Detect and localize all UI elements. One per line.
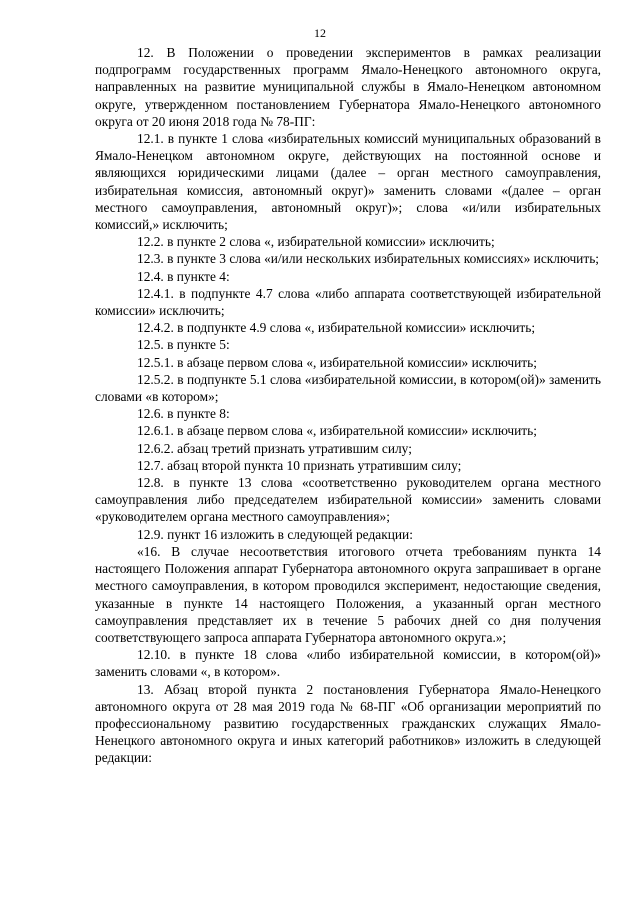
paragraph-12-6: 12.6. в пункте 8: bbox=[137, 406, 230, 422]
paragraph-12-4: 12.4. в пункте 4: bbox=[137, 268, 230, 284]
paragraph-12-5-2: 12.5.2. в подпункте 5.1 слова «избирательной комиссии, в котором(ой)» заменить словами «в котором»; bbox=[95, 371, 601, 405]
paragraph-12: 12. В Положении о проведении экспериментов в рамках реализации подпрограмм государственных программ Ямало-Ненецкого автономного округа, направленных на развитие муниципальной службы в Ямало-Ненецком автономном округе, утвержденном постановлением Губернатора Ямало-Ненецкого автономного округа от 20 июня 2018 года № 78-ПГ: bbox=[95, 45, 601, 129]
paragraph-12-8: 12.8. в пункте 13 слова «соответственно руководителем органа местного самоуправления либо председателем избирательной комиссии» заменить словами «руководителем органа местного самоуправления»; bbox=[95, 475, 601, 525]
paragraph-12-5-1: 12.5.1. в абзаце первом слова «, избирательной комиссии» исключить; bbox=[137, 354, 537, 370]
paragraph-12-6-2: 12.6.2. абзац третий признать утратившим силу; bbox=[137, 440, 412, 456]
paragraph-12-4-2: 12.4.2. в подпункте 4.9 слова «, избирательной комиссии» исключить; bbox=[137, 320, 536, 336]
paragraph-quote-16: «16. В случае несоответствия итогового отчета требованиям пункта 14 настоящего Положения аппарат Губернатора автономного округа запрашивает в органе местного самоуправления, в котором проводился эксперимент, недостающие сведения, указанные в пункте 14 настоящего Положения, а указанный орган местного самоуправления представляет их в течение 5 рабочих дней со дня получения соответствующего запроса аппарата Губернатора автономного округа.»; bbox=[95, 543, 601, 645]
paragraph-12-3: 12.3. в пункте 3 слова «и/или нескольких избирательных комиссиях» исключить; bbox=[137, 251, 600, 267]
paragraph-12-9: 12.9. пункт 16 изложить в следующей редакции: bbox=[137, 526, 413, 542]
paragraph-12-7: 12.7. абзац второй пункта 10 признать утратившим силу; bbox=[137, 457, 462, 473]
page-number: 12 bbox=[314, 26, 326, 40]
paragraph-13: 13. Абзац второй пункта 2 постановления Губернатора Ямало-Ненецкого автономного округа от 28 мая 2019 года № 68-ПГ «Об организации мероприятий по профессиональному развитию государственных гражданских служащих Ямало-Ненецкого автономного округа и иных категорий работников» изложить в следующей редакции: bbox=[95, 681, 601, 766]
paragraph-12-5: 12.5. в пункте 5: bbox=[137, 337, 230, 353]
paragraph-12-1: 12.1. в пункте 1 слова «избирательных комиссий муниципальных образований в Ямало-Ненецком автономном округе, действующих на постоянной основе и являющихся юридическими лицами (далее – орган местного самоуправления, избирательная комиссия, автономный округ)» заменить словами «(далее – орган местного самоуправления, автономный округ)»; слова «и/или избирательных комиссий,» исключить; bbox=[95, 131, 601, 233]
document-body bbox=[95, 44, 601, 767]
paragraph-12-2: 12.2. в пункте 2 слова «, избирательной комиссии» исключить; bbox=[137, 234, 495, 250]
paragraph-12-4-1: 12.4.1. в подпункте 4.7 слова «либо аппарата соответствующей избирательной комиссии» исключить; bbox=[95, 285, 601, 319]
paragraph-12-10: 12.10. в пункте 18 слова «либо избирательной комиссии, в котором(ой)» заменить словами «, в котором». bbox=[95, 647, 601, 680]
paragraph-12-6-1: 12.6.1. в абзаце первом слова «, избирательной комиссии» исключить; bbox=[137, 423, 537, 439]
